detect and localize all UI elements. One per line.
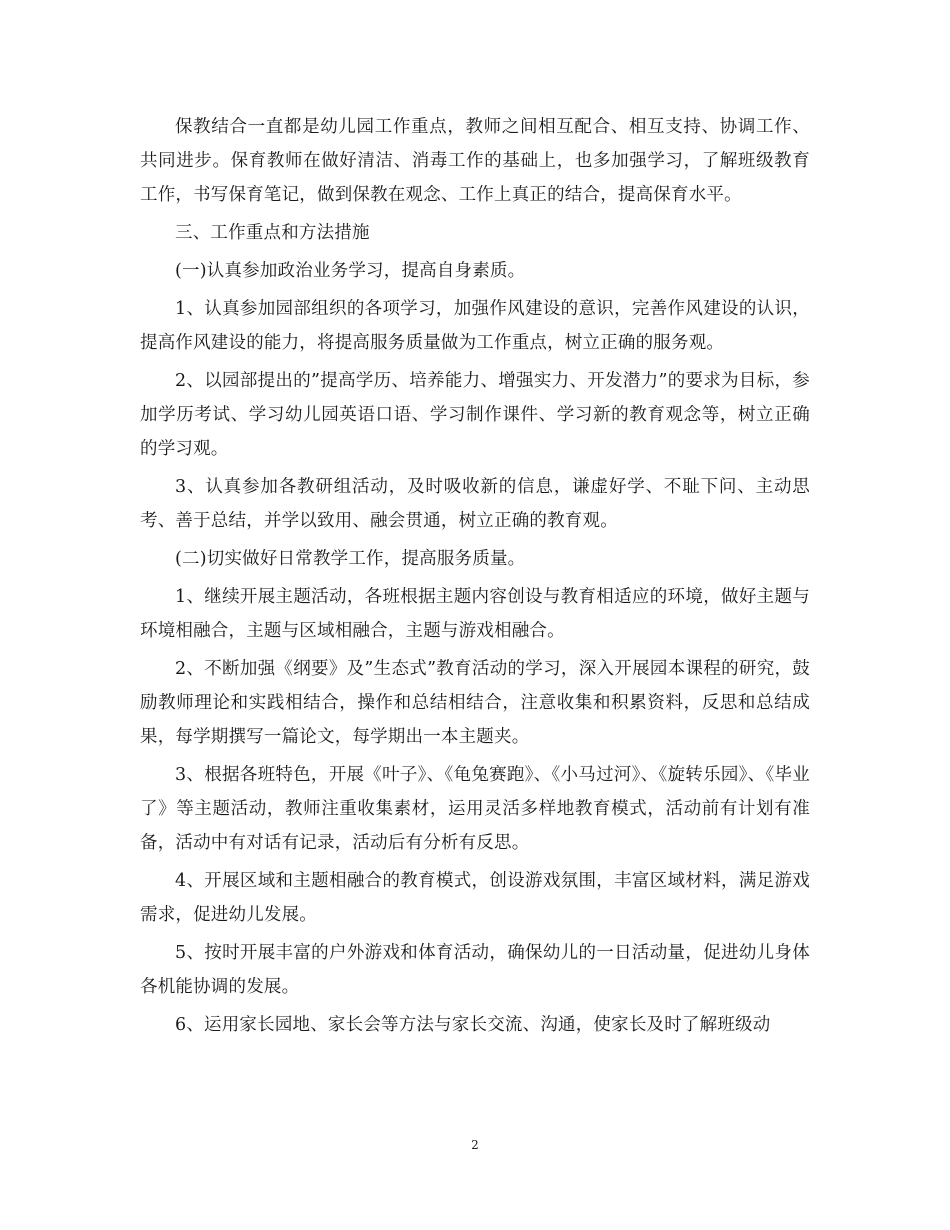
subsection-heading-1: (一)认真参加政治业务学习，提高自身素质。 (175, 261, 526, 281)
paragraph-item: 2、不断加强《纲要》及”生态式”教育活动的学习，深入开展园本课程的研究，鼓励教师理论和实践相结合，操作和总结相结合，注意收集和积累资料，反思和总结成果，每学期撰写一篇论文，每学期出一本主题夹。 (140, 659, 810, 747)
paragraph-item: 6、运用家长园地、家长会等方法与家长交流、沟通，使家长及时了解班级动 (175, 1015, 771, 1035)
subsection-heading-2: (二)切实做好日常教学工作，提高服务质量。 (175, 549, 526, 569)
paragraph-item: 3、认真参加各教研组活动，及时吸收新的信息，谦虚好学、不耻下问、主动思考、善于总结，并学以致用、融会贯通，树立正确的教育观。 (140, 477, 810, 531)
section-heading-3: 三、工作重点和方法措施 (175, 223, 370, 243)
paragraph-item: 4、开展区域和主题相融合的教育模式，创设游戏氛围，丰富区域材料，满足游戏需求，促进幼儿发展。 (140, 871, 810, 925)
paragraph-item: 5、按时开展丰富的户外游戏和体育活动，确保幼儿的一日活动量，促进幼儿身体各机能协调的发展。 (140, 943, 810, 997)
paragraph-item: 2、以园部提出的”提高学历、培养能力、增强实力、开发潜力”的要求为目标，参加学历考试、学习幼儿园英语口语、学习制作课件、学习新的教育观念等，树立正确的学习观。 (140, 371, 810, 459)
document-body (140, 110, 810, 1046)
paragraph-item: 1、继续开展主题活动，各班根据主题内容创设与教育相适应的环境，做好主题与环境相融合，主题与区域相融合，主题与游戏相融合。 (140, 587, 810, 641)
paragraph-item: 1、认真参加园部组织的各项学习，加强作风建设的意识，完善作风建设的认识，提高作风建设的能力，将提高服务质量做为工作重点，树立正确的服务观。 (140, 299, 810, 353)
page-number: 2 (471, 1138, 479, 1152)
paragraph-item: 3、根据各班特色，开展《叶子》、《龟兔赛跑》、《小马过河》、《旋转乐园》、《毕业了》等主题活动，教师注重收集素材，运用灵活多样地教育模式，活动前有计划有准备，活动中有对话有记录，活动后有分析有反思。 (140, 765, 810, 853)
paragraph-intro: 保教结合一直都是幼儿园工作重点，教师之间相互配合、相互支持、协调工作、共同进步。保育教师在做好清洁、消毒工作的基础上，也多加强学习，了解班级教育工作，书写保育笔记，做到保教在观念、工作上真正的结合，提高保育水平。 (140, 117, 810, 205)
